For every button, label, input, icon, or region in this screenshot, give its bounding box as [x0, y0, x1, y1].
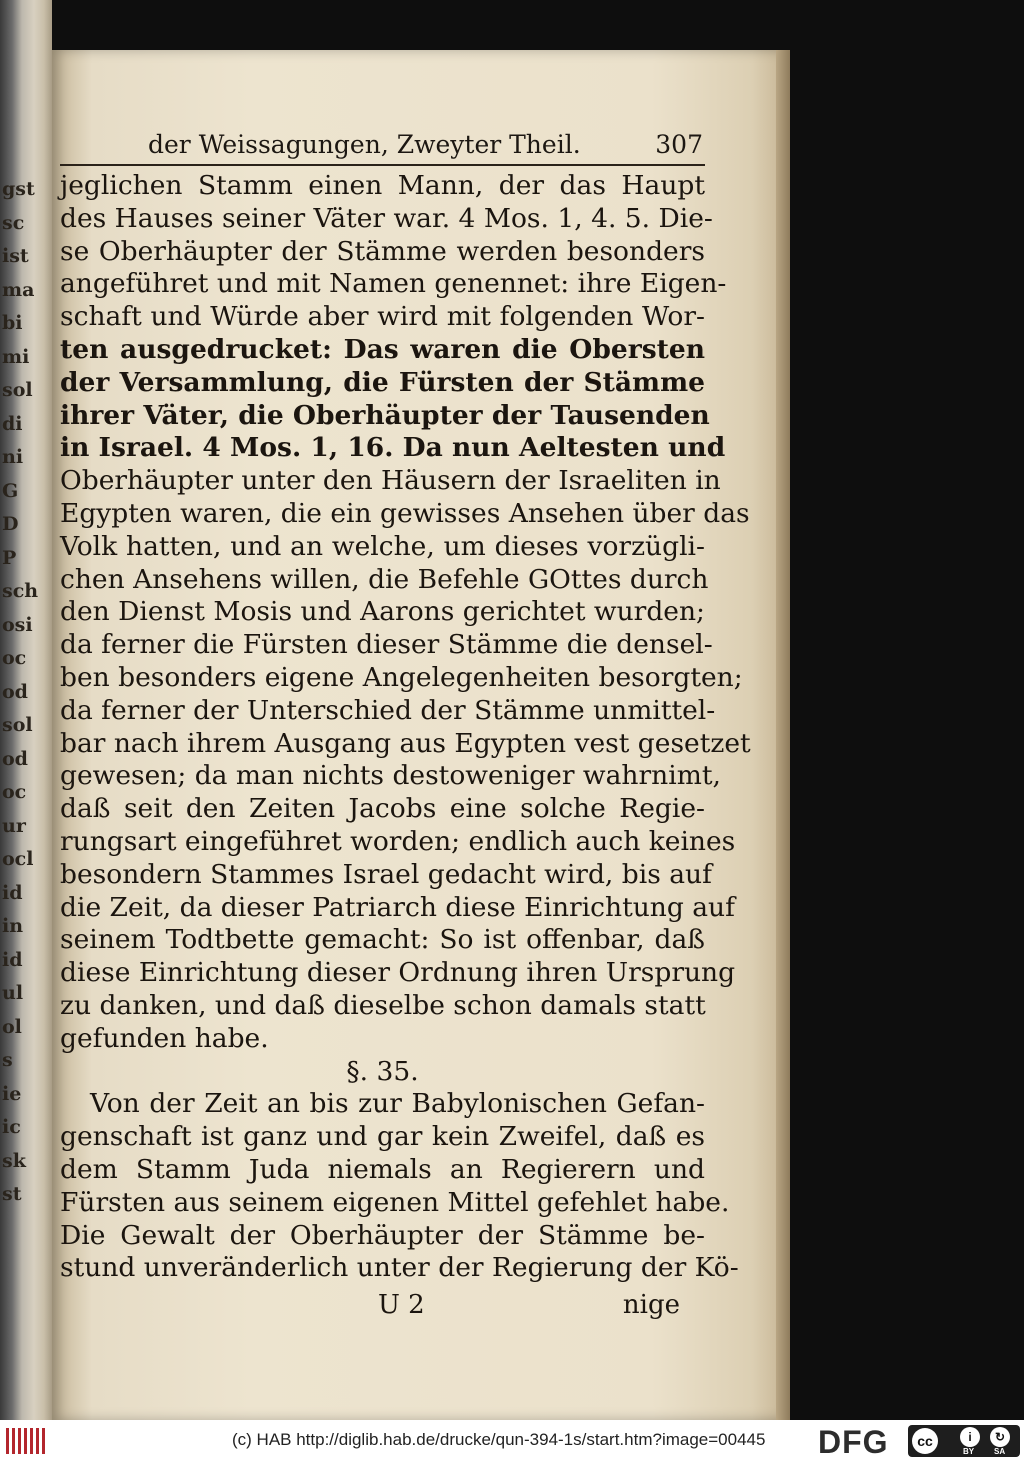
header-rule [60, 164, 705, 166]
left-page-fragment: ist [2, 245, 29, 267]
sa-label: SA [994, 1447, 1006, 1456]
left-page-fragment: gst [2, 178, 35, 200]
left-page-fragment: sk [2, 1149, 26, 1172]
section-heading: §. 35. [346, 1055, 419, 1087]
left-page-fragment: od [2, 680, 28, 703]
text-line: rungsart eingeführet worden; endlich auch keines [60, 825, 736, 857]
text-line: Fürsten aus seinem eigenen Mittel gefehlet habe. [60, 1186, 730, 1218]
text-line: Von der Zeit an bis zur Babylonischen Gefan- [90, 1088, 705, 1120]
left-page-fragment: od [2, 747, 28, 770]
left-page-fragment: ocl [2, 848, 34, 870]
hab-logo-icon [6, 1428, 46, 1454]
left-page-fragment: P [2, 546, 17, 569]
by-label: BY [963, 1447, 975, 1456]
body-text [60, 170, 751, 1285]
dfg-logo: DFG [818, 1424, 889, 1460]
left-page-fragment: sol [2, 714, 33, 736]
text-line: der Versammlung, die Fürsten der Stämme [60, 366, 705, 398]
left-page-fragment: id [2, 948, 23, 971]
text-line: den Dienst Mosis und Aarons gerichtet wurden; [60, 596, 705, 628]
text-line: schaft und Würde aber wird mit folgenden Wor- [60, 301, 705, 333]
text-line: zu danken, und daß dieselbe schon damals statt [60, 989, 706, 1021]
left-page-fragment: osi [2, 613, 33, 636]
left-page-fragment: mi [2, 345, 30, 368]
sa-icon: ↻ [990, 1427, 1010, 1447]
text-line: des Hauses seiner Väter war. 4 Mos. 1, 4. 5. Die- [60, 202, 713, 234]
left-page-fragment: id [2, 881, 23, 904]
left-page-fragment: sol [2, 379, 33, 401]
left-page-fragment: in [2, 915, 24, 937]
text-line: da ferner der Unterschied der Stämme unmittel- [60, 694, 716, 726]
text-line: in Israel. 4 Mos. 1, 16. Da nun Aeltesten und [60, 432, 726, 464]
cc-license-badge[interactable] [908, 1425, 1020, 1457]
text-line: seinem Todtbette gemacht: So ist offenbar, daß [60, 924, 705, 956]
text-line: Oberhäupter unter den Häusern der Israeliten in [60, 465, 721, 497]
left-page-fragment: oc [2, 781, 27, 803]
text-line: bar nach ihrem Ausgang aus Egypten vest gesetzet [60, 727, 751, 759]
left-page-fragment: G [2, 479, 19, 502]
left-page-fragment: st [2, 1183, 22, 1205]
text-line: Die Gewalt der Oberhäupter der Stämme be- [60, 1219, 705, 1251]
left-page-fragment: D [2, 513, 19, 535]
catchword: nige [622, 1290, 680, 1320]
left-page-fragment: bi [2, 312, 23, 334]
left-page-fragment: ur [2, 814, 26, 837]
text-line: dem Stamm Juda niemals an Regierern und [60, 1153, 705, 1185]
copyright-link[interactable]: (c) HAB http://diglib.hab.de/drucke/qun-394-1s/start.htm?image=00445 [232, 1430, 766, 1449]
signature-mark: U 2 [378, 1290, 425, 1320]
text-line: die Zeit, da dieser Patriarch diese Einrichtung auf [60, 891, 735, 923]
text-line: se Oberhäupter der Stämme werden besonders [60, 235, 705, 267]
catchline [60, 1290, 680, 1324]
text-line: ten ausgedrucket: Das waren die Obersten [60, 333, 705, 365]
text-line: angeführet und mit Namen genennet: ihre Eigen- [60, 268, 727, 300]
left-page-fragment: ni [2, 446, 24, 468]
text-line: ben besonders eigene Angelegenheiten besorgten; [60, 661, 743, 693]
running-title: der Weissagungen, Zweyter Theil. [148, 130, 581, 159]
by-icon: i [960, 1427, 980, 1447]
left-page-fragment: di [2, 412, 23, 435]
left-page-fragment: ma [2, 278, 35, 301]
text-line: ihrer Väter, die Oberhäupter der Tausenden [60, 399, 710, 431]
left-page-fragment: ol [2, 1015, 22, 1038]
running-header [148, 128, 703, 164]
left-page-fragment: sch [2, 580, 39, 602]
left-page-fragment: sc [2, 211, 25, 234]
text-line: jeglichen Stamm einen Mann, der das Haupt [60, 170, 705, 201]
left-page-fragment: oc [2, 647, 27, 669]
page-number: 307 [655, 130, 703, 159]
text-line: da ferner die Fürsten dieser Stämme die densel- [60, 629, 713, 661]
text-line: diese Einrichtung dieser Ordnung ihren Ursprung [60, 957, 736, 989]
footer-bar [0, 1420, 1024, 1462]
text-line: daß seit den Zeiten Jacobs eine solche Regie- [60, 793, 705, 825]
text-line: besondern Stammes Israel gedacht wird, bis auf [60, 858, 712, 890]
cc-icon: cc [912, 1428, 938, 1454]
text-line: chen Ansehens willen, die Befehle GOttes durch [60, 563, 709, 595]
text-line: Volk hatten, und an welche, um dieses vorzügli- [60, 530, 705, 562]
left-page-fragment: ul [2, 982, 24, 1004]
text-line: gewesen; da man nichts destoweniger wahrnimt, [60, 760, 721, 792]
left-page-fragment: ic [2, 1116, 21, 1138]
left-page-fragment: ie [2, 1082, 22, 1105]
text-line: genschaft ist ganz und gar kein Zweifel, daß es [60, 1121, 705, 1153]
left-page-fragment: s [2, 1049, 13, 1071]
text-line: gefunden habe. [60, 1022, 269, 1054]
text-line: stund unveränderlich unter der Regierung der Kö- [60, 1252, 739, 1284]
text-line: Egypten waren, die ein gewisses Ansehen über das [60, 497, 750, 529]
page-edge-shadow [776, 50, 790, 1420]
